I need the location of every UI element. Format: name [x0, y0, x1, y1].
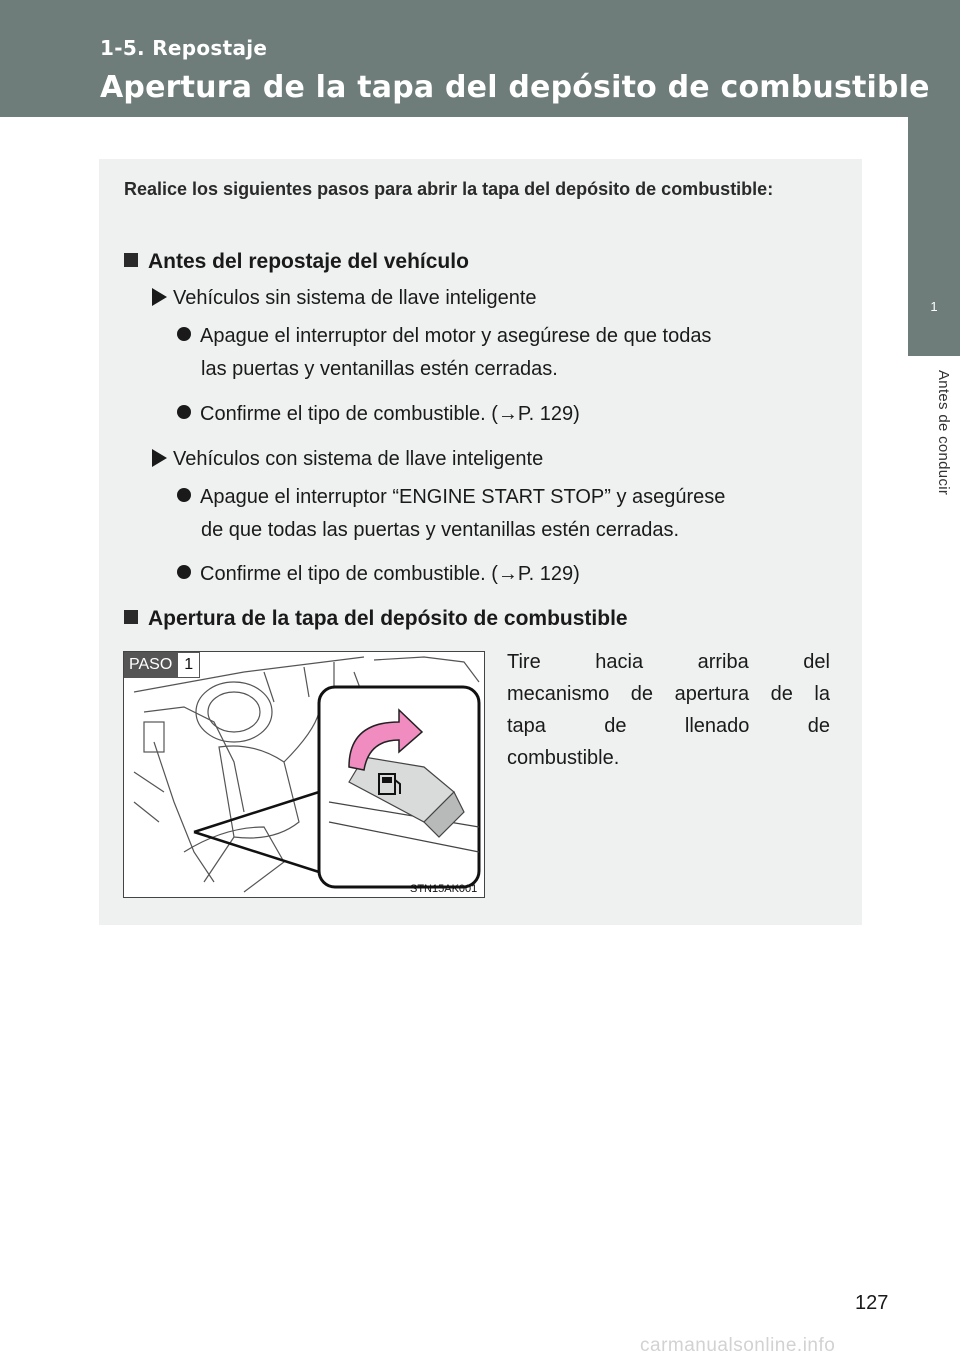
step-label: PASO — [124, 652, 177, 678]
bullet-text: Confirme el tipo de combustible. (→P. 129) — [200, 403, 580, 425]
step-text-line: tapa de llenado de — [507, 715, 830, 737]
bullet-text-continued: de que todas las puertas y ventanillas estén cerradas. — [201, 519, 680, 541]
triangle-pointer-icon — [152, 288, 167, 306]
section-heading-text: Apertura de la tapa del depósito de combustible — [148, 607, 628, 630]
bullet-dot-icon — [177, 488, 191, 502]
section-heading-before-refuel — [124, 250, 469, 274]
bullet-engine-off-1 — [177, 320, 829, 386]
step-text-line: Tire hacia arriba del — [507, 651, 830, 673]
watermark[interactable]: carmanualsonline.info — [640, 1335, 836, 1356]
car-interior-illustration — [124, 652, 485, 898]
side-tab-top — [908, 117, 960, 257]
section-heading-text: Antes del repostaje del vehículo — [148, 250, 469, 273]
page-number: 127 — [855, 1292, 889, 1314]
chapter-title: Antes de conducir — [935, 370, 952, 496]
bullet-text: Apague el interruptor del motor y asegúrese de que todas — [200, 325, 712, 347]
figure-code: STN15AK001 — [410, 883, 478, 895]
bullet-fuel-type-1 — [177, 398, 829, 431]
step-text-line: combustible. — [507, 747, 620, 769]
bullet-text: Confirme el tipo de combustible. (→P. 129) — [200, 563, 580, 585]
step-text-line: mecanismo de apertura de la — [507, 683, 830, 705]
chapter-number-tab[interactable]: 1 — [908, 257, 960, 356]
bullet-text: Apague el interruptor “ENGINE START STOP” y asegúrese — [200, 486, 726, 508]
illustration-fuel-lever — [123, 651, 485, 898]
step-badge — [124, 652, 200, 678]
bullet-dot-icon — [177, 405, 191, 419]
intro-text: Realice los siguientes pasos para abrir la tapa del depósito de combustible: — [124, 179, 774, 199]
step-number: 1 — [177, 652, 200, 678]
condition-text: Vehículos sin sistema de llave inteligente — [173, 287, 537, 309]
square-bullet-icon — [124, 610, 138, 624]
section-label: 1-5. Repostaje — [100, 36, 268, 60]
step-instruction — [507, 646, 830, 774]
section-heading-open-cap — [124, 607, 628, 631]
condition-no-smart-key — [152, 287, 537, 310]
bullet-text-continued: las puertas y ventanillas estén cerradas. — [201, 358, 558, 380]
bullet-dot-icon — [177, 327, 191, 341]
condition-smart-key — [152, 448, 543, 471]
bullet-fuel-type-2 — [177, 558, 829, 591]
page-title: Apertura de la tapa del depósito de combustible — [100, 70, 930, 105]
header-bar — [0, 0, 960, 117]
square-bullet-icon — [124, 253, 138, 267]
triangle-pointer-icon — [152, 449, 167, 467]
bullet-engine-off-2 — [177, 481, 829, 547]
bullet-dot-icon — [177, 565, 191, 579]
condition-text: Vehículos con sistema de llave inteligente — [173, 448, 544, 470]
